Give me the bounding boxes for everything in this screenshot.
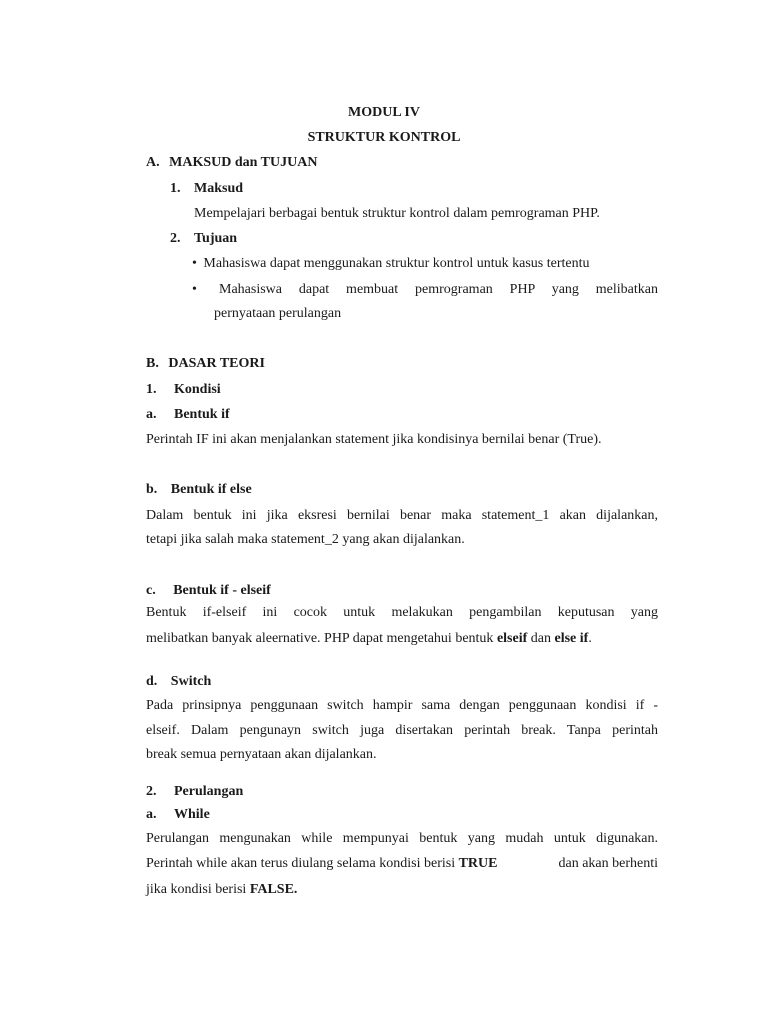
switch-marker: d. xyxy=(146,674,158,689)
tujuan-title: Tujuan xyxy=(194,231,238,246)
tujuan-bullet-1-text: Mahasiswa dapat menggunakan struktur kontrol untuk kasus tertentu xyxy=(203,256,590,271)
while-line-2-end: dan akan berhenti xyxy=(554,856,658,871)
while-heading xyxy=(146,806,210,824)
bentuk-if-else-marker: b. xyxy=(146,482,158,497)
bentuk-if-else-heading xyxy=(146,481,252,499)
false-keyword: FALSE. xyxy=(249,882,298,897)
tujuan-bullet-2-line-2: pernyataan perulangan xyxy=(214,306,342,321)
bentuk-elseif-line-1: Bentuk if-elseif ini cocok untuk melakukan pengambilan keputusan yang xyxy=(146,605,658,620)
bentuk-if-text: Perintah IF ini akan menjalankan statement jika kondisinya bernilai benar (True). xyxy=(146,432,602,447)
tujuan-marker: 2. xyxy=(170,231,181,246)
maksud-marker: 1. xyxy=(170,181,181,196)
else-if-keyword: else if xyxy=(554,631,589,646)
switch-line-2: elseif. Dalam pengunayn switch juga disertakan perintah break. Tanpa perintah xyxy=(146,723,658,738)
while-line-2-text: Perintah while akan terus diulang selama kondisi berisi xyxy=(146,856,459,871)
kondisi-title: Kondisi xyxy=(174,382,221,397)
bentuk-elseif-line-2-text: melibatkan banyak aleernative. PHP dapat mengetahui bentuk xyxy=(146,631,497,646)
section-a-heading xyxy=(146,154,317,172)
while-line-3-text: jika kondisi berisi xyxy=(146,882,250,897)
maksud-heading xyxy=(170,180,243,198)
tujuan-heading xyxy=(170,230,237,248)
switch-title: Switch xyxy=(170,674,212,689)
section-a-marker: A. xyxy=(146,155,160,170)
bentuk-elseif-period: . xyxy=(588,631,592,646)
section-b-heading xyxy=(146,355,265,373)
bullet-icon: • xyxy=(192,256,197,271)
bullet-icon: • xyxy=(192,282,197,297)
switch-heading xyxy=(146,673,211,691)
tujuan-bullet-1 xyxy=(192,255,590,273)
bentuk-if-else-title: Bentuk if else xyxy=(170,482,252,497)
perulangan-title: Perulangan xyxy=(174,784,244,799)
bentuk-if-else-line-1: Dalam bentuk ini jika eksresi bernilai benar maka statement_1 akan dijalankan, xyxy=(146,508,658,523)
maksud-text: Mempelajari berbagai bentuk struktur kontrol dalam pemrograman PHP. xyxy=(194,206,600,221)
bentuk-elseif-heading xyxy=(146,582,271,600)
bentuk-if-heading xyxy=(146,406,230,424)
bentuk-if-title: Bentuk if xyxy=(174,407,230,422)
kondisi-heading xyxy=(146,381,221,399)
perulangan-marker: 2. xyxy=(146,784,157,799)
while-title: While xyxy=(174,807,210,822)
perulangan-heading xyxy=(146,783,243,801)
section-a-title: MAKSUD dan TUJUAN xyxy=(169,155,318,170)
section-b-marker: B. xyxy=(146,356,159,371)
switch-line-1: Pada prinsipnya penggunaan switch hampir sama dengan penggunaan kondisi if - xyxy=(146,698,658,713)
bentuk-if-marker: a. xyxy=(146,407,157,422)
bentuk-elseif-line-2 xyxy=(146,630,592,648)
switch-line-3: break semua pernyataan akan dijalankan. xyxy=(146,747,377,762)
bentuk-if-else-line-2: tetapi jika salah maka statement_2 yang akan dijalankan. xyxy=(146,532,465,547)
maksud-title: Maksud xyxy=(194,181,244,196)
bentuk-elseif-title: Bentuk if - elseif xyxy=(173,583,271,598)
bentuk-elseif-marker: c. xyxy=(146,583,156,598)
page-title: STRUKTUR KONTROL xyxy=(307,130,461,145)
while-line-3 xyxy=(146,881,297,899)
true-keyword: TRUE xyxy=(458,856,498,871)
elseif-keyword: elseif xyxy=(496,631,528,646)
module-number: MODUL IV xyxy=(348,105,420,120)
while-line-2 xyxy=(146,855,658,873)
tujuan-bullet-2-line-1: Mahasiswa dapat membuat pemrograman PHP yang melibatkan xyxy=(219,282,658,297)
while-marker: a. xyxy=(146,807,157,822)
kondisi-marker: 1. xyxy=(146,382,157,397)
bentuk-elseif-connector: dan xyxy=(527,631,555,646)
section-b-title: DASAR TEORI xyxy=(168,356,265,371)
while-line-1: Perulangan mengunakan while mempunyai bentuk yang mudah untuk digunakan. xyxy=(146,831,658,846)
while-line-2-start xyxy=(146,855,498,873)
